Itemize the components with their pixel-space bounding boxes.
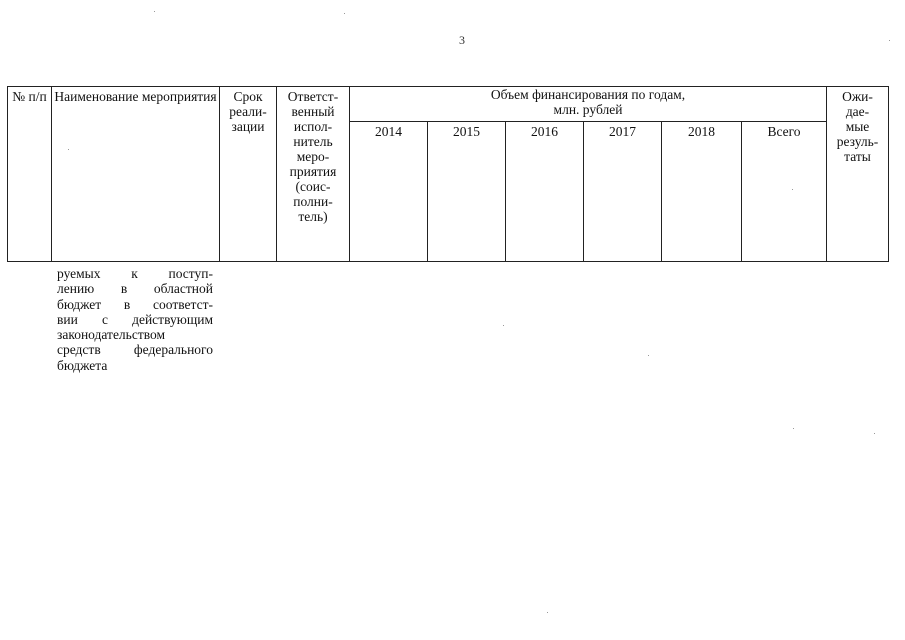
scan-speck <box>792 189 793 190</box>
header-financing <box>350 87 827 122</box>
financing-table <box>7 86 889 262</box>
header-year-2015: 2015 <box>428 122 506 262</box>
header-responsible-line: меро- <box>296 149 330 164</box>
scan-speck <box>793 428 794 429</box>
scan-speck <box>648 355 649 356</box>
header-results-line: таты <box>844 149 871 164</box>
continued-line: бюджета <box>57 357 108 373</box>
scan-speck <box>547 612 548 613</box>
header-responsible-line: приятия <box>289 164 337 179</box>
header-number-label: № п/п <box>12 89 47 104</box>
continued-line: вии с действующим <box>57 311 213 327</box>
header-total: Всего <box>742 122 827 262</box>
header-results <box>827 87 889 262</box>
page-number: 3 <box>459 33 465 47</box>
header-responsible <box>277 87 350 262</box>
scan-speck <box>889 40 890 41</box>
header-responsible-line: полни- <box>293 194 333 209</box>
header-term <box>220 87 277 262</box>
header-responsible-line: испол- <box>293 119 333 134</box>
header-number <box>8 87 52 262</box>
continued-line: руемых к поступ- <box>57 266 213 281</box>
scan-speck <box>154 11 155 12</box>
header-results-line: мые <box>845 119 870 134</box>
continued-line: бюджет в соответст- <box>57 296 213 312</box>
scan-speck <box>503 325 504 326</box>
header-year-2016: 2016 <box>506 122 584 262</box>
header-term-label: Срок реали-зации <box>229 89 267 134</box>
continued-line: средств федерального <box>57 342 213 358</box>
header-results-line: резуль- <box>836 134 879 149</box>
continued-cell-text <box>57 266 213 373</box>
header-responsible-line: (соис- <box>295 179 331 194</box>
header-name-label: Наименование мероприятия <box>54 89 217 104</box>
scan-speck <box>344 13 345 14</box>
header-responsible-line: нитель <box>293 134 333 149</box>
header-responsible-line: Ответст- <box>287 89 339 104</box>
header-year-2017: 2017 <box>584 122 662 262</box>
header-results-line: Ожи- <box>842 89 873 104</box>
header-financing-line: млн. рублей <box>553 102 623 117</box>
header-responsible-line: тель) <box>298 209 328 224</box>
scan-speck <box>874 433 875 434</box>
header-name <box>52 87 220 262</box>
header-financing-line: Объем финансирования по годам, <box>490 87 686 102</box>
header-responsible-line: венный <box>291 104 335 119</box>
header-results-line: дае- <box>845 104 870 119</box>
continued-line: законодательством <box>57 327 166 343</box>
scan-speck <box>68 149 69 150</box>
header-year-2018: 2018 <box>662 122 742 262</box>
header-year-2014: 2014 <box>350 122 428 262</box>
continued-line: лению в областной <box>57 281 213 297</box>
